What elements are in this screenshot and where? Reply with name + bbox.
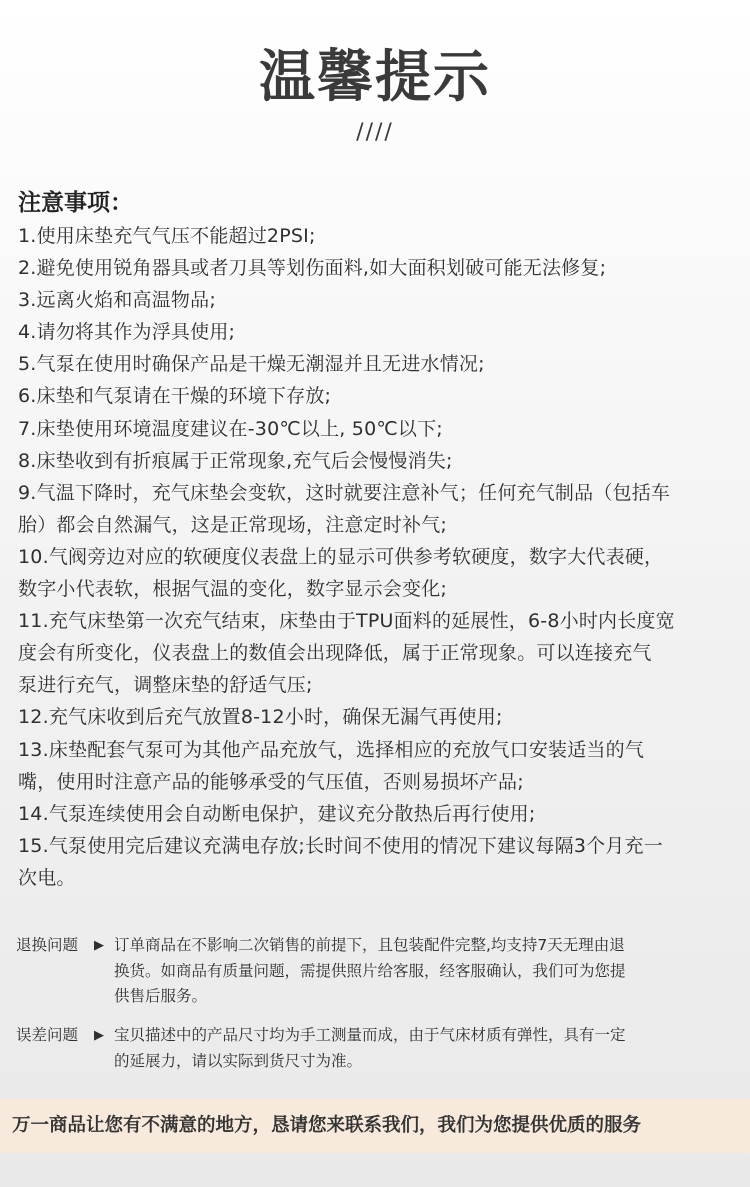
arrow-right-icon: ▶ [94,1028,104,1043]
policy-line: 宝贝描述中的产品尺寸均为手工测量而成，由于气床材质有弹性，具有一定 [114,1026,626,1044]
policy-line: 订单商品在不影响二次销售的前提下，且包装配件完整,均支持7天无理由退 [114,936,625,954]
size-error-policy-text [114,1023,732,1074]
note-line: 度会有所变化，仪表盘上的数值会出现降低，属于正常现象。可以连接充气 [18,642,652,665]
policy-line: 换货。如商品有质量问题，需提供照片给客服，经客服确认，我们可为您提 [114,961,626,980]
page-title: 温馨提示 [259,45,491,110]
arrow-right-icon: ▶ [94,938,104,953]
note-line: 1.使用床垫充气气压不能超过2PSI; [18,225,316,247]
service-banner [0,1099,750,1153]
note-line: 胎）都会自然漏气，这是正常现场，注意定时补气; [18,513,448,536]
note-line: 2.避免使用锐角器具或者刀具等划伤面料,如大面积划破可能无法修复; [18,257,607,280]
note-line: 4.请勿将其作为浮具使用; [18,321,236,344]
note-line: 次电。 [18,866,76,889]
return-policy-text [114,933,732,1010]
note-line: 泵进行充气，调整床垫的舒适气压; [18,674,313,697]
note-line: 14.气泵连续使用会自动断电保护，建议充分散热后再行使用; [18,802,536,825]
note-line: 5.气泵在使用时确保产品是干燥无潮湿并且无进水情况; [18,353,485,376]
note-line: 9.气温下降时，充气床垫会变软，这时就要注意补气；任何充气制品（包括车 [18,481,671,504]
note-line: 6.床垫和气泵请在干燥的环境下存放; [18,385,332,408]
note-line: 8.床垫收到有折痕属于正常现象,充气后会慢慢消失; [18,449,453,472]
note-line: 11.充气床垫第一次充气结束，床垫由于TPU面料的延展性，6-8小时内长度宽 [18,610,675,633]
note-line: 数字小代表软，根据气温的变化，数字显示会变化; [18,578,448,601]
note-line: 10.气阀旁边对应的软硬度仪表盘上的显示可供参考软硬度，数字大代表硬， [18,545,664,568]
service-banner-text: 万一商品让您有不满意的地方，恳请您来联系我们，我们为您提供优质的服务 [12,1115,642,1136]
note-line: 13.床垫配套气泵可为其他产品充放气，选择相应的充放气口安装适当的气 [18,738,645,761]
size-error-policy [16,1023,732,1074]
note-line: 7.床垫使用环境温度建议在-30℃以上, 50℃以下; [18,417,443,440]
note-line: 15.气泵使用完后建议充满电存放;长时间不使用的情况下建议每隔3个月充一 [18,834,663,857]
note-line: 嘴，使用时注意产品的能够承受的气压值，否则易损坏产品; [18,770,524,793]
return-policy-label: 退换问题 [16,936,79,954]
notes-list [18,220,734,894]
title-divider: //// [356,120,394,145]
note-line: 12.充气床收到后充气放置8-12小时，确保无漏气再使用; [18,706,503,729]
notes-heading: 注意事项： [18,190,133,216]
size-error-policy-label: 误差问题 [16,1026,79,1044]
policy-line: 供售后服务。 [114,987,208,1005]
note-line: 3.远离火焰和高温物品; [18,289,216,312]
return-policy [16,933,732,1010]
policy-line: 的延展力，请以实际到货尺寸为准。 [114,1051,363,1070]
